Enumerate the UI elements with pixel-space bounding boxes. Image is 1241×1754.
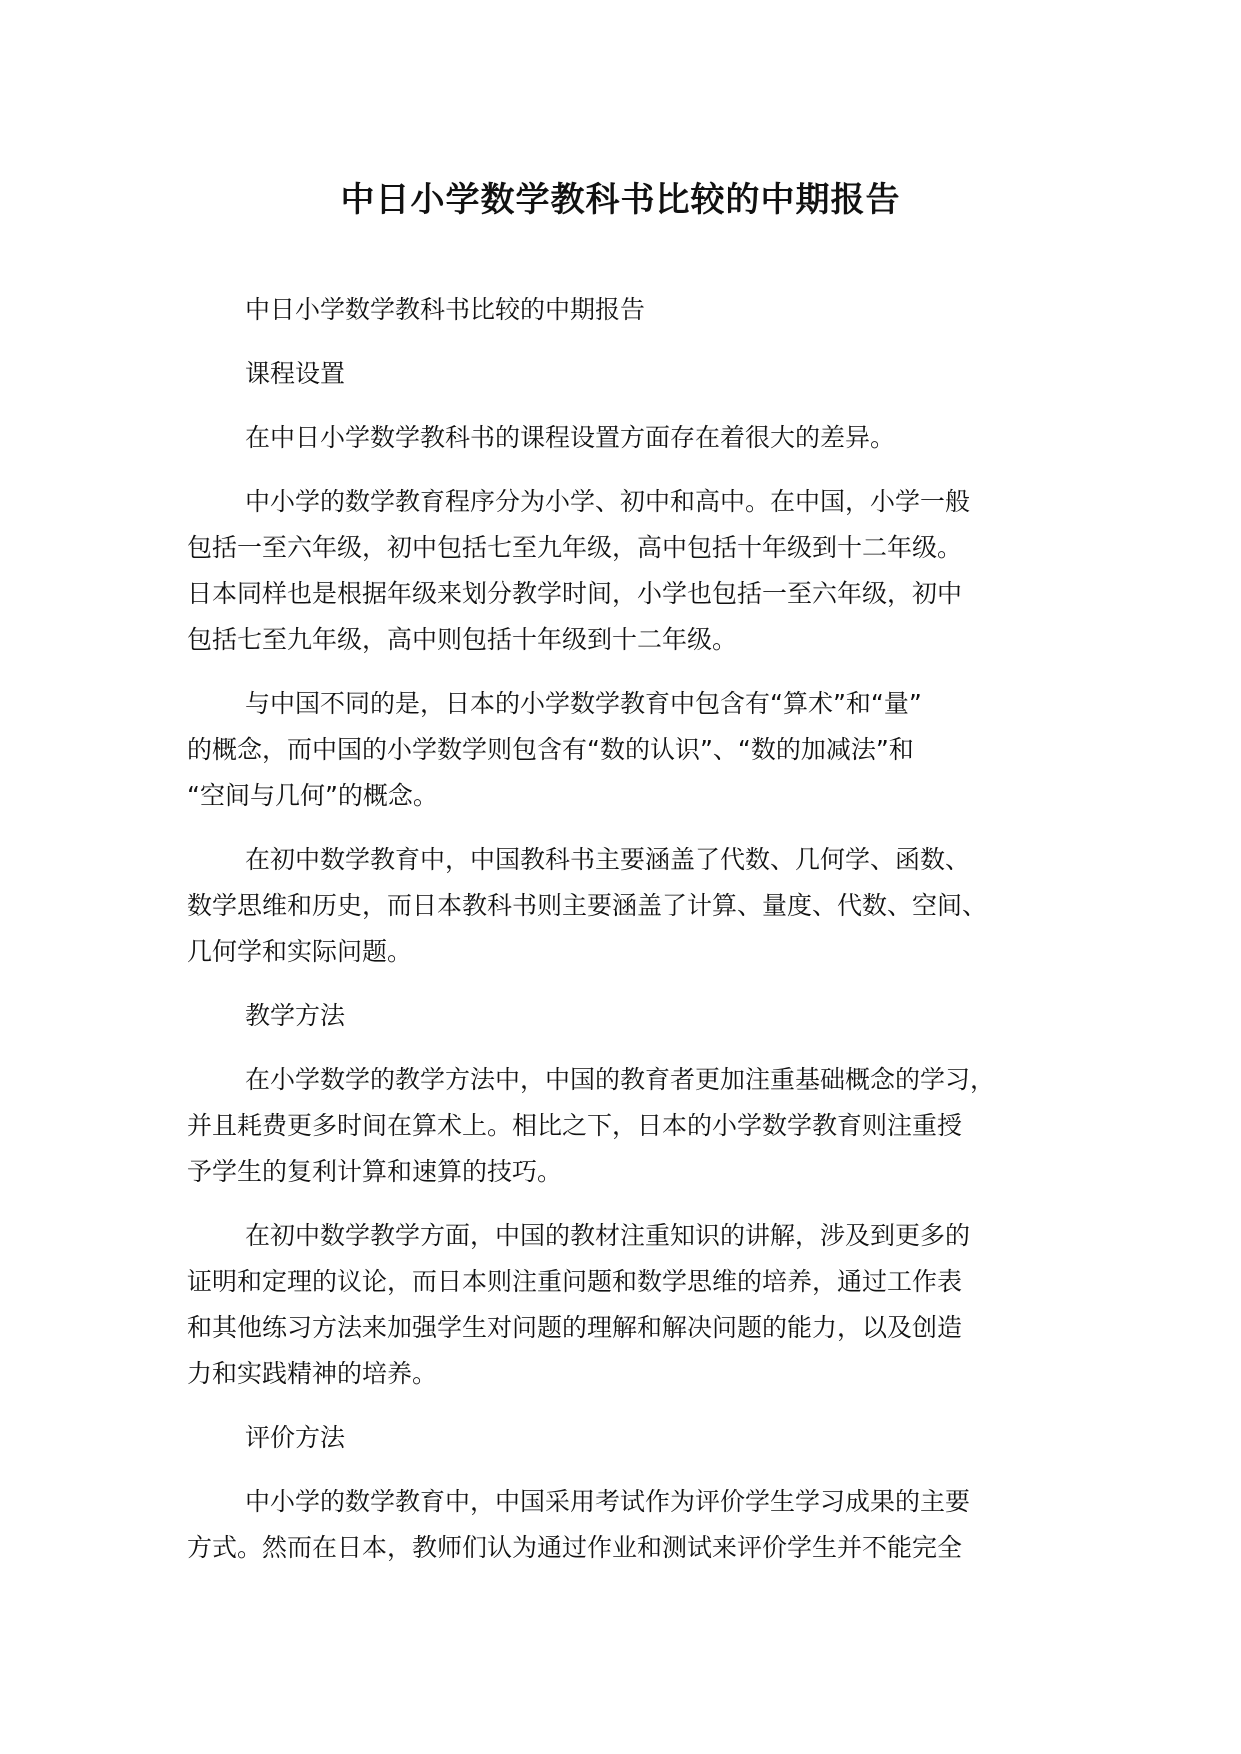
text-line: 和其他练习方法来加强学生对问题的理解和解决问题的能力，以及创造 [187, 1313, 963, 1342]
text-line: 证明和定理的议论，而日本则注重问题和数学思维的培养，通过工作表 [187, 1267, 963, 1296]
text-line: 日本同样也是根据年级来划分教学时间，小学也包括一至六年级，初中 [187, 579, 963, 608]
subtitle-heading [187, 287, 1067, 333]
section-heading-evaluation-methods [187, 1415, 1067, 1461]
text-line: 几何学和实际问题。 [187, 937, 413, 966]
text-line: 包括一至六年级，初中包括七至九年级，高中包括十年级到十二年级。 [187, 533, 963, 562]
text-line: 方式。然而在日本，教师们认为通过作业和测试来评价学生并不能完全 [187, 1533, 963, 1562]
text-line: 包括七至九年级，高中则包括十年级到十二年级。 [187, 625, 738, 654]
document-body [187, 287, 1067, 1589]
paragraph [187, 1057, 1067, 1195]
paragraph [187, 837, 1067, 975]
text-line: 在中日小学数学教科书的课程设置方面存在着很大的差异。 [245, 423, 896, 452]
text-line: 课程设置 [245, 359, 346, 388]
section-heading-teaching-methods [187, 993, 1067, 1039]
text-line: 力和实践精神的培养。 [187, 1359, 438, 1388]
section-heading-curriculum [187, 351, 1067, 397]
paragraph [187, 681, 1067, 819]
page-title: 中日小学数学教科书比较的中期报告 [340, 180, 901, 220]
text-line: 评价方法 [245, 1423, 346, 1452]
text-line: 与中国不同的是，日本的小学数学教育中包含有“算术”和“量” [245, 689, 922, 718]
text-line: 在初中数学教学方面，中国的教材注重知识的讲解，涉及到更多的 [245, 1221, 971, 1250]
text-line: 的概念，而中国的小学数学则包含有“数的认识”、“数的加减法”和 [187, 735, 914, 764]
text-line: 中小学的数学教育中，中国采用考试作为评价学生学习成果的主要 [245, 1487, 971, 1516]
text-line: 在小学数学的教学方法中，中国的教育者更加注重基础概念的学习， [245, 1065, 996, 1094]
text-line: 予学生的复利计算和速算的技巧。 [187, 1157, 563, 1186]
text-line: 在初中数学教育中，中国教科书主要涵盖了代数、几何学、函数、 [245, 845, 971, 874]
text-line: 中日小学数学教科书比较的中期报告 [245, 295, 646, 324]
text-line: 数学思维和历史，而日本教科书则主要涵盖了计算、量度、代数、空间、 [187, 891, 988, 920]
text-line: 并且耗费更多时间在算术上。相比之下，日本的小学数学教育则注重授 [187, 1111, 963, 1140]
text-line: 中小学的数学教育程序分为小学、初中和高中。在中国，小学一般 [245, 487, 971, 516]
text-line: 教学方法 [245, 1001, 346, 1030]
paragraph [187, 1479, 1067, 1571]
paragraph [187, 1213, 1067, 1397]
paragraph [187, 415, 1067, 461]
text-line: “空间与几何”的概念。 [187, 781, 438, 810]
paragraph [187, 479, 1067, 663]
